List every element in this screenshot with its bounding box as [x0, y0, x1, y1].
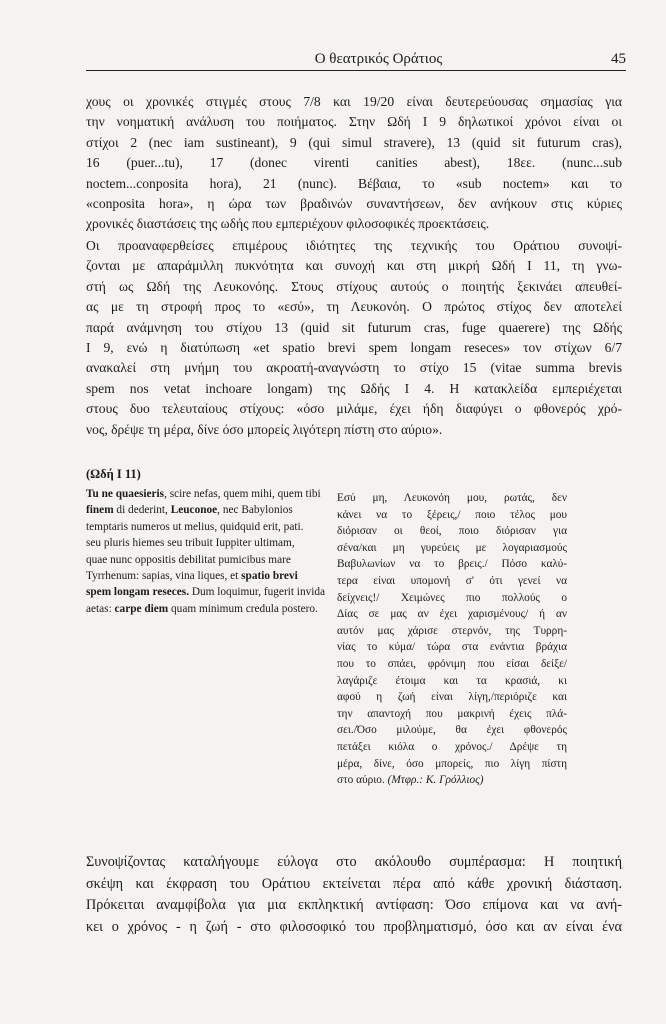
translation-line: αυτόν μας χάρισε στερνόν, της Τυρρη- [337, 624, 567, 637]
text-line: ανακαλεί στη μνήμη του ακροατή-αναγνώστη το στίχο 15 (vitae summa brevis [86, 360, 622, 376]
translator-credit: (Μτφρ.: Κ. Γρόλλιος) [387, 774, 484, 787]
text-line: 16 (puer...tu), 17 (donec virenti canities abest), 18εε. (nunc...sub [86, 155, 622, 171]
translation-line: σένα/και μη γυρεύεις με λογαριασμούς [337, 541, 567, 554]
latin-line [86, 552, 326, 568]
translation-line: νίας το κύμα/ τώρα στα ενάντια βράχια [337, 641, 567, 654]
latin-emphasis: Tu ne quaesieris [86, 488, 165, 500]
latin-run: quam minimum credula postero. [168, 602, 318, 615]
translation-line: τερα είναι υπομονή σ' ότι γενεί να [337, 574, 567, 587]
latin-line [86, 601, 326, 617]
text-line: Οι προαναφερθείσες επιμέρους ιδιότητες της τεχνικής του Οράτιου συνοψί- [86, 238, 622, 253]
text-line: χους οι χρονικές στιγμές στους 7/8 και 19/20 είναι δευτερεύουσας σημασίας για [86, 94, 622, 109]
translation-end: στο αύριο. [337, 774, 385, 787]
header-rule [86, 70, 626, 71]
text-line: κει ο χρόνος - η ζωή - στο φιλοσοφικό του προβληματισμό, όσο και αν είναι ένα [86, 918, 622, 935]
latin-run: Dum loquimur, fugerit invida [189, 586, 326, 599]
translation-line: Βαβυλωνίων να το βρεις./ Πόσο καλύ- [337, 558, 567, 571]
latin-emphasis: finem [86, 504, 114, 517]
translation-line: πετάξει κιόλα ο χρόνος./ Δρέψε τη [337, 740, 567, 753]
latin-run: , nec Babylonios [217, 504, 293, 517]
text-line: spem nos vetat inchoare longam) της Ωδής I 4. Η κατακλείδα εμπεριέχεται [86, 380, 622, 396]
latin-run: aetas: [86, 602, 115, 615]
text-line: νος, δρέψε τη μέρα, δίνε όσο μπορείς λιγότερη πίστη στο αύριο». [86, 421, 443, 437]
translation-line: αφού η ζωή είναι λίγη,/περιόριζε και [337, 691, 567, 704]
latin-line [86, 502, 326, 518]
text-line: στους δυο τελευταίους στίχους: «όσο μιλάμε, έχει ήδη διαφύγει ο φθονερός χρό- [86, 401, 622, 417]
text-line: I 9, ενώ η διατύπωση «et spatio brevi spem longam reseces» τον στίχων 6/7 [86, 340, 622, 356]
translation-line: λαγάριζε έτοιμα και τα κρασιά, κι [337, 674, 567, 687]
text-line: ζονται με απαράμιλλη πυκνότητα και συνοχή και στη μικρή Ωδή I 11, τη γνω- [86, 258, 622, 274]
latin-run: Tyrrhenum: sapias, vina liques, et [86, 570, 242, 583]
latin-emphasis: carpe diem [114, 602, 169, 615]
running-header [86, 44, 626, 68]
latin-run: temptaris numeros ut melius, quidquid erit, pati. [86, 520, 304, 533]
translation-line: την απαντοχή που μακρινή έχεις πλά- [337, 707, 567, 720]
latin-run: di dederint, [113, 504, 171, 517]
text-line: Συνοψίζοντας καταλήγουμε εύλογα στο ακόλουθο συμπέρασμα: Η ποιητική [86, 854, 622, 870]
translation-line: Δίας σε μας αν έχει χαρισμένους/ ή αν [337, 608, 567, 621]
latin-emphasis: spatio brevi [241, 570, 298, 583]
latin-line [86, 584, 326, 600]
latin-line [86, 535, 326, 551]
text-line: την νοηματική ανάλυση του ποιήματος. Στην Ωδή I 9 δηλωτικοί χρόνοι είναι οι [86, 114, 622, 130]
translation-line: σει./Όσο μιλούμε, θα έχει φθονερός [337, 724, 567, 737]
text-line: noctem...conposita hora), 21 (nunc). Βέβαια, το «sub noctem» και το [86, 175, 622, 191]
latin-emphasis: Leuconoe [170, 504, 218, 517]
text-line: «conposita hora», η ώρα των βραδινών συναντήσεων, δεν ανήκουν στις κύριες [86, 196, 622, 212]
latin-line [86, 486, 326, 502]
page-number: 45 [611, 51, 626, 67]
paragraph-2 [86, 236, 622, 440]
latin-emphasis: spem longam reseces. [86, 586, 190, 599]
text-line: στίχοι 2 (nec iam sustineant), 9 (qui simul stravere), 13 (quid sit futurum cras), [86, 134, 622, 150]
translation-line: που το σπάει, φρόνιμη που είσαι δείξε/ [337, 657, 567, 670]
latin-run: quae nunc oppositis debilitat pumicibus mare [86, 553, 291, 566]
latin-text [86, 486, 326, 617]
text-line: ας με τη στροφή προς το «εσύ», τη Λευκονόη. Ο πρώτος στίχος δεν αποτελεί [86, 299, 622, 315]
concluding-paragraph [86, 852, 622, 938]
latin-run: seu pluris hiemes seu tribuit Iuppiter ultimam, [86, 537, 295, 550]
text-line: στή ως Ωδή της Λευκονόης. Στους στίχους αυτούς ο ποιητής ξεκινάει απευθεί- [86, 278, 622, 294]
translation-line: μέρα, δίνε, όσο μπορείς, πιο λίγη πίστη [337, 757, 567, 770]
translation-line: διόρισαν οι θεοί, ποιο διόρισαν για [337, 525, 567, 538]
running-title: Ο θεατρικός Οράτιος [314, 51, 443, 67]
greek-translation [337, 490, 567, 789]
text-line: χρονικές διαστάσεις της ωδής που εμπεριέχουν φιλοσοφικές προεκτάσεις. [86, 216, 490, 232]
translation-line [337, 772, 567, 789]
ode-heading: (Ωδή I 11) [86, 467, 141, 481]
text-line: παρά ανάμνηση του στίχου 13 (quid sit futurum cras, fuge quaerere) της Ωδής [86, 319, 622, 335]
latin-line [86, 519, 326, 535]
translation-line: κάνει να το ξέρεις,/ ποιο τέλος μου [337, 508, 567, 521]
text-line: σκέψη και έκφραση του Οράτιου εκτείνεται πέρα από κάθε χρονική διάσταση. [86, 875, 622, 892]
text-line: Πρόκειται αναμφίβολα για μια εκπληκτική αντίφαση: Όσο επίμονα και να ανή- [86, 897, 622, 914]
translation-line: Εσύ μη, Λευκονόη μου, ρωτάς, δεν [337, 492, 567, 504]
paragraph-1 [86, 92, 622, 235]
latin-line [86, 568, 326, 584]
translation-line: δείχνεις!/ Χειμώνες πιο πολλούς ο [337, 591, 567, 604]
latin-run: , scire nefas, quem mihi, quem tibi [164, 488, 321, 500]
